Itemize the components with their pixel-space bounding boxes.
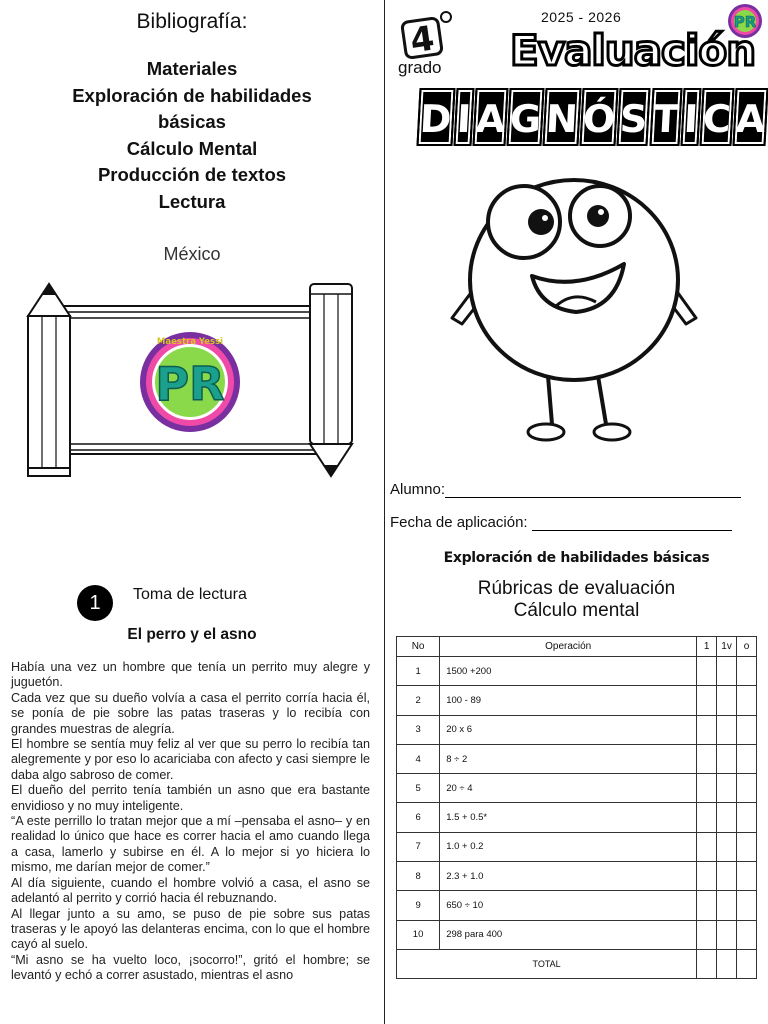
header-operation: Operación — [440, 637, 697, 657]
rubric-title-line: Rúbricas de evaluación — [477, 578, 676, 599]
rubric-title — [385, 578, 768, 622]
total-label: TOTAL — [397, 949, 697, 978]
total-cell[interactable] — [697, 949, 717, 978]
diagnostic-title — [418, 88, 767, 146]
subjects-list — [0, 56, 384, 215]
row-number: 6 — [397, 803, 440, 832]
smiling-ball-character-icon — [448, 168, 700, 448]
pencil-scroll-illustration — [20, 282, 360, 478]
table-row — [397, 744, 757, 773]
table-row — [397, 657, 757, 686]
section-number-badge: 1 — [77, 585, 113, 621]
score-cell[interactable] — [697, 686, 717, 715]
row-operation: 8 ÷ 2 — [440, 744, 697, 773]
score-cell[interactable] — [697, 803, 717, 832]
country-label: México — [163, 244, 221, 264]
table-row — [397, 715, 757, 744]
story-paragraph: Al día siguiente, cuando el hombre volvió a casa, el asno se adelantó al perrito y corrió hacia él rebuznando. — [11, 875, 370, 906]
row-operation: 2.3 + 1.0 — [440, 862, 697, 891]
score-cell[interactable] — [737, 862, 757, 891]
title-letter: N — [543, 88, 582, 146]
row-operation: 100 - 89 — [440, 686, 697, 715]
score-cell[interactable] — [737, 715, 757, 744]
score-cell[interactable] — [737, 657, 757, 686]
pencil-left-icon — [28, 284, 70, 476]
application-date-field[interactable] — [390, 514, 732, 531]
reading-section-title: Toma de lectura — [133, 586, 247, 603]
total-cell[interactable] — [717, 949, 737, 978]
title-letter: C — [699, 88, 734, 146]
score-cell[interactable] — [697, 891, 717, 920]
title-letter: I — [453, 88, 474, 146]
subject-item: básicas — [158, 111, 226, 132]
grade-label: grado — [398, 58, 442, 77]
title-letter: G — [507, 88, 545, 146]
pencil-right-icon — [310, 284, 352, 476]
score-cell[interactable] — [697, 920, 717, 949]
table-header-row — [397, 637, 757, 657]
score-cell[interactable] — [717, 686, 737, 715]
subject-item: Producción de textos — [97, 164, 287, 185]
section-title: Exploración de habilidades básicas — [443, 550, 710, 566]
subject-item: Materiales — [146, 58, 238, 79]
score-cell[interactable] — [697, 744, 717, 773]
evaluation-title: Evaluación — [510, 26, 756, 75]
school-year: 2025 - 2026 — [541, 9, 622, 25]
date-label: Fecha de aplicación: — [390, 514, 528, 531]
score-cell[interactable] — [737, 832, 757, 861]
score-cell[interactable] — [697, 862, 717, 891]
header-score-1: 1 — [697, 637, 717, 657]
story-paragraph: Al llegar junto a su amo, se puso de pie sobre sus patas traseras y le apoyó las delanteras encima, con lo que el hombre cayó al suelo. — [11, 906, 370, 952]
mental-math-rubric-table — [396, 636, 757, 979]
row-operation: 650 ÷ 10 — [440, 891, 697, 920]
score-cell[interactable] — [697, 774, 717, 803]
row-operation: 1500 +200 — [440, 657, 697, 686]
row-number: 5 — [397, 774, 440, 803]
score-cell[interactable] — [717, 862, 737, 891]
title-letter: S — [617, 88, 651, 146]
student-label: Alumno: — [390, 481, 446, 498]
score-cell[interactable] — [717, 832, 737, 861]
score-cell[interactable] — [697, 657, 717, 686]
row-number: 2 — [397, 686, 440, 715]
header-score-2: 1v — [717, 637, 737, 657]
logo-ribbon-text: Maestra Yessi — [156, 337, 224, 347]
table-row — [397, 774, 757, 803]
score-cell[interactable] — [717, 803, 737, 832]
table-row — [397, 832, 757, 861]
subject-item: Exploración de habilidades — [72, 84, 312, 106]
row-number: 10 — [397, 920, 440, 949]
score-cell[interactable] — [737, 774, 757, 803]
row-operation: 1.5 + 0.5* — [440, 803, 697, 832]
page-divider — [384, 0, 385, 1024]
story-title: El perro y el asno — [127, 626, 257, 643]
score-cell[interactable] — [737, 686, 757, 715]
date-blank[interactable] — [532, 516, 732, 531]
row-number: 8 — [397, 862, 440, 891]
title-letter: D — [416, 88, 455, 146]
score-cell[interactable] — [737, 803, 757, 832]
score-cell[interactable] — [717, 891, 737, 920]
row-operation: 298 para 400 — [440, 920, 697, 949]
score-cell[interactable] — [737, 744, 757, 773]
story-text — [11, 660, 370, 984]
logo-small-letters: PR — [733, 13, 757, 31]
score-cell[interactable] — [717, 744, 737, 773]
title-letter: I — [680, 88, 701, 146]
table-row — [397, 920, 757, 949]
subject-item: Lectura — [158, 190, 226, 212]
row-number: 1 — [397, 657, 440, 686]
score-cell[interactable] — [717, 657, 737, 686]
grade-number: 4 — [407, 18, 437, 62]
row-number: 9 — [397, 891, 440, 920]
score-cell[interactable] — [737, 920, 757, 949]
row-number: 4 — [397, 744, 440, 773]
table-row — [397, 803, 757, 832]
score-cell[interactable] — [697, 832, 717, 861]
row-number: 7 — [397, 832, 440, 861]
score-cell[interactable] — [737, 891, 757, 920]
story-paragraph: Había una vez un hombre que tenía un perrito muy alegre y juguetón. — [11, 660, 370, 690]
row-operation: 1.0 + 0.2 — [440, 832, 697, 861]
subject-item: Cálculo Mental — [126, 137, 258, 159]
score-cell[interactable] — [717, 774, 737, 803]
story-paragraph: “A este perrillo lo tratan mejor que a mí –pensaba el asno– y en realidad lo único que hace es correr hacia el amo cuando llega a casa, lamerlo y subirse en él. A lo mejor si yo hiciera lo mismo, me darían mejor de comer.” — [11, 814, 370, 875]
student-name-field[interactable] — [390, 481, 741, 498]
title-letter: A — [472, 88, 508, 146]
table-row — [397, 891, 757, 920]
story-paragraph: El hombre se sentía muy feliz al ver que su perro lo recibía tan alegremente y por eso lo acariciaba con afecto y casi siempre le daba algo sabroso de comer. — [11, 737, 370, 782]
student-blank[interactable] — [445, 483, 741, 498]
logo-letters: PR — [155, 357, 225, 411]
header-no: No — [397, 637, 440, 657]
story-paragraph: “Mi asno se ha vuelto loco, ¡socorro!”, gritó el hombre; se levantó y echó a correr asustado, mientras el asno — [11, 952, 370, 983]
title-letter: A — [732, 88, 768, 146]
title-letter: T — [649, 88, 682, 146]
score-cell[interactable] — [717, 715, 737, 744]
score-cell[interactable] — [697, 715, 717, 744]
header-score-3: o — [737, 637, 757, 657]
row-operation: 20 ÷ 4 — [440, 774, 697, 803]
table-row — [397, 862, 757, 891]
story-paragraph: Cada vez que su dueño volvía a casa el perrito corría hacia él, se ponía de pie sobre las patas traseras y lo recibía con grandes muestras de alegría. — [11, 690, 370, 736]
rubric-title-line: Cálculo mental — [513, 600, 640, 621]
story-paragraph: El dueño del perrito tenía también un asno que era bastante envidioso y no muy inteligente. — [11, 783, 370, 813]
title-letter: Ó — [580, 88, 619, 146]
degree-icon — [441, 12, 451, 22]
bibliography-title: Bibliografía: — [136, 10, 248, 33]
row-operation: 20 x 6 — [440, 715, 697, 744]
table-row — [397, 686, 757, 715]
row-number: 3 — [397, 715, 440, 744]
total-row — [397, 949, 757, 978]
score-cell[interactable] — [717, 920, 737, 949]
total-cell[interactable] — [737, 949, 757, 978]
maestra-logo — [140, 332, 240, 432]
